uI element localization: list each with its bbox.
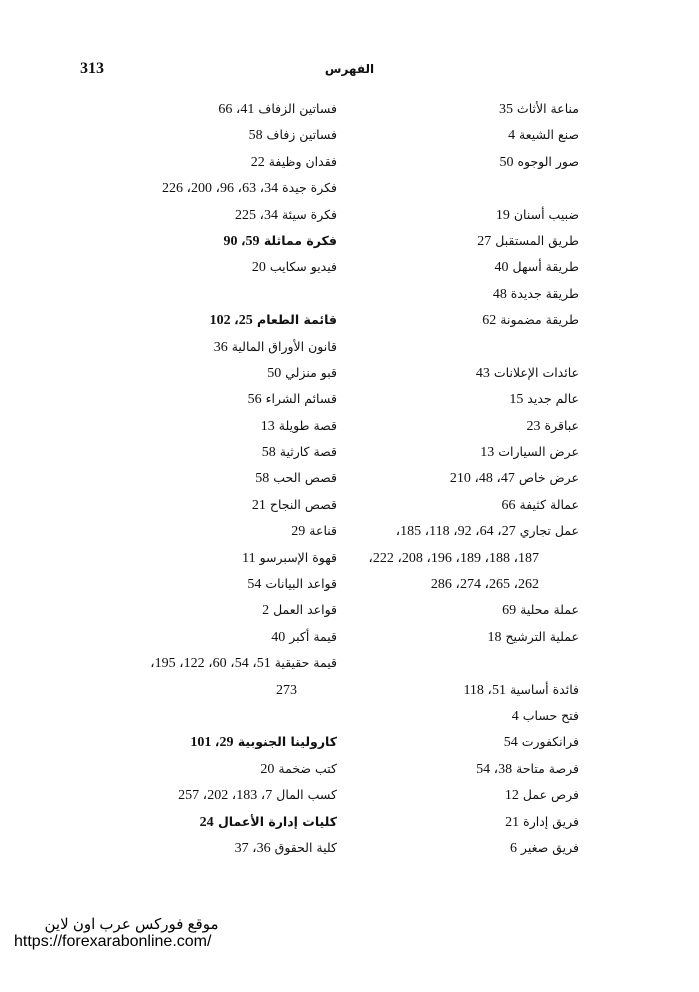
index-term: عمالة كثيفة xyxy=(519,496,579,512)
index-term: عملية الترشيح xyxy=(505,628,579,644)
index-entry xyxy=(319,254,579,280)
index-spacer xyxy=(57,703,337,729)
index-entry xyxy=(319,518,579,544)
index-entry xyxy=(57,202,337,228)
index-entry xyxy=(319,281,579,307)
index-entry xyxy=(57,782,337,808)
index-entry xyxy=(57,149,337,175)
index-term: عرض خاص xyxy=(518,470,579,486)
index-term: فرص عمل xyxy=(522,787,579,803)
index-term: قيمة أكبر xyxy=(289,628,337,644)
index-page-numbers: 51، 54، 60، 122، 195، xyxy=(150,656,271,672)
index-page-numbers: 29 xyxy=(291,524,306,540)
index-page-numbers: 25، 102 xyxy=(209,313,253,329)
index-entry xyxy=(319,96,579,122)
index-term: طريق المستقبل xyxy=(495,232,579,248)
index-term: كليات إدارة الأعمال xyxy=(217,813,337,829)
index-term: قهوة الإسبرسو xyxy=(259,549,337,565)
page-number: 313 xyxy=(80,60,104,77)
index-entry xyxy=(319,809,579,835)
index-page-numbers: 58 xyxy=(248,128,263,144)
index-entry xyxy=(57,254,337,280)
index-term: قواعد العمل xyxy=(273,602,337,618)
index-entry xyxy=(57,809,337,835)
index-page-numbers: 59، 90 xyxy=(223,233,260,249)
index-entry xyxy=(57,122,337,148)
index-spacer xyxy=(319,334,579,360)
index-page-numbers: 187، 188، 189، 196، 208، 222، xyxy=(368,550,539,566)
index-term: فيديو سكايب xyxy=(269,259,337,275)
index-page-numbers: 18 xyxy=(487,629,502,645)
index-page-numbers: 22 xyxy=(250,154,265,170)
index-entry xyxy=(57,96,337,122)
index-term: قائمة الطعام xyxy=(257,312,337,328)
index-entry xyxy=(57,835,337,861)
index-entry-continuation xyxy=(319,571,579,597)
index-page-numbers: 13 xyxy=(480,445,495,461)
watermark-arabic-text: موقع فوركس عرب اون لاين xyxy=(44,916,219,933)
watermark xyxy=(14,915,249,951)
index-page-numbers: 34، 225 xyxy=(234,207,278,223)
index-page-numbers: 262، 265، 274، 286 xyxy=(430,577,539,593)
index-page-numbers: 36 xyxy=(213,339,228,355)
index-page-numbers: 54 xyxy=(503,735,518,751)
index-page-numbers: 273 xyxy=(276,682,297,698)
index-page-numbers: 29، 101 xyxy=(190,735,234,751)
index-entry xyxy=(319,202,579,228)
index-entry xyxy=(57,307,337,333)
index-page-numbers: 4 xyxy=(508,128,516,144)
index-entry xyxy=(57,624,337,650)
index-entry xyxy=(57,360,337,386)
index-term: مناعة الأثاث xyxy=(516,101,579,116)
index-page-numbers: 69 xyxy=(502,603,517,619)
index-entry xyxy=(57,518,337,544)
index-entry xyxy=(319,413,579,439)
index-page-numbers: 48 xyxy=(492,286,507,302)
index-term: كتب ضخمة xyxy=(278,760,337,776)
index-entry xyxy=(57,756,337,782)
index-term: قصة طويلة xyxy=(278,417,337,433)
index-term: عباقرة xyxy=(544,417,579,433)
index-entry xyxy=(319,307,579,333)
index-page-numbers: 13 xyxy=(260,418,275,434)
index-term: طريقة أسهل xyxy=(512,259,579,275)
watermark-url: https://forexarabonline.com/ xyxy=(14,933,212,950)
index-spacer xyxy=(319,650,579,676)
index-term: فكرة جيدة xyxy=(282,180,337,196)
index-entry xyxy=(57,597,337,623)
index-term: طريقة جديدة xyxy=(510,285,579,301)
index-page-numbers: 38، 54 xyxy=(476,761,513,777)
index-entry xyxy=(319,756,579,782)
index-page-numbers: 2 xyxy=(262,603,270,619)
index-term: قسائم الشراء xyxy=(265,391,337,407)
index-term: قناعة xyxy=(309,523,337,539)
index-entry-continuation xyxy=(319,545,579,571)
index-page-numbers: 21 xyxy=(251,497,266,513)
index-entry xyxy=(319,703,579,729)
index-column-right xyxy=(319,96,579,861)
index-page-numbers: 66 xyxy=(501,497,516,513)
index-entry-continuation xyxy=(57,677,337,703)
index-term: فساتين زفاف xyxy=(266,127,337,143)
index-entry xyxy=(57,228,337,254)
index-entry xyxy=(319,492,579,518)
index-page-numbers: 24 xyxy=(199,814,214,830)
index-page-numbers: 21 xyxy=(505,814,520,830)
index-entry xyxy=(57,413,337,439)
index-term: قبو منزلي xyxy=(285,364,337,380)
index-term: صنع الشيعة xyxy=(519,127,579,143)
index-entry xyxy=(319,122,579,148)
index-entry xyxy=(319,597,579,623)
index-entry xyxy=(319,835,579,861)
index-page-numbers: 58 xyxy=(255,471,270,487)
index-page-numbers: 4 xyxy=(511,708,519,724)
index-term: قصة كارثية xyxy=(279,444,337,460)
index-term: ضبيب أسنان xyxy=(513,206,579,222)
index-term: فقدان وظيفة xyxy=(268,153,337,169)
index-term: عائدات الإعلانات xyxy=(493,364,579,380)
index-entry xyxy=(57,571,337,597)
index-page-numbers: 58 xyxy=(261,445,276,461)
index-entry xyxy=(57,175,337,201)
index-entry xyxy=(57,492,337,518)
index-entry xyxy=(319,149,579,175)
index-entry xyxy=(319,782,579,808)
index-page-numbers: 7، 183، 202، 257 xyxy=(178,788,273,804)
index-page-numbers: 23 xyxy=(526,418,541,434)
index-entry xyxy=(57,386,337,412)
index-page-numbers: 35 xyxy=(498,102,513,117)
index-page-numbers: 36، 37 xyxy=(234,840,271,856)
index-entry xyxy=(57,729,337,755)
index-term: كارولينا الجنوبية xyxy=(237,734,337,750)
index-term: عملة محلية xyxy=(520,602,579,618)
index-term: فرصة متاحة xyxy=(516,760,579,776)
index-term: فريق إدارة xyxy=(523,813,579,829)
index-entry xyxy=(57,334,337,360)
index-page-numbers: 27 xyxy=(477,233,492,249)
index-spacer xyxy=(57,281,337,307)
index-entry xyxy=(57,465,337,491)
index-entry xyxy=(319,386,579,412)
index-page-numbers: 50 xyxy=(267,365,282,381)
index-page-numbers: 54 xyxy=(247,577,262,593)
index-term: قصص النجاح xyxy=(269,496,337,512)
index-entry xyxy=(319,465,579,491)
index-page-numbers: 40 xyxy=(494,260,509,276)
index-term: صور الوجوه xyxy=(517,153,579,169)
index-page-numbers: 40 xyxy=(271,629,286,645)
index-term: فكرة مماثلة xyxy=(263,232,337,248)
index-page-numbers: 43 xyxy=(475,365,490,381)
index-page-numbers: 56 xyxy=(247,392,262,408)
index-page-numbers: 62 xyxy=(482,313,497,329)
index-term: عالم جديد xyxy=(527,391,579,407)
index-entry xyxy=(319,228,579,254)
index-page-numbers: 19 xyxy=(495,207,510,223)
index-page-numbers: 11 xyxy=(242,550,256,566)
index-column-left xyxy=(57,96,337,861)
index-entry xyxy=(319,439,579,465)
index-entry xyxy=(57,650,337,676)
index-page-numbers: 51، 118 xyxy=(463,682,506,698)
index-term: عمل تجاري xyxy=(519,523,579,539)
index-term: طريقة مضمونة xyxy=(500,312,579,328)
index-term: فائدة أساسية xyxy=(509,681,579,697)
index-entry xyxy=(57,545,337,571)
index-page-numbers: 50 xyxy=(499,154,514,170)
index-page-numbers: 6 xyxy=(509,840,517,856)
index-entry xyxy=(319,360,579,386)
index-page-numbers: 27، 64، 92، 118، 185، xyxy=(395,524,516,540)
index-term: فتح حساب xyxy=(522,707,579,723)
index-term: عرض السيارات xyxy=(498,444,579,460)
index-term: قيمة حقيقية xyxy=(274,655,337,671)
index-term: فساتين الزفاف xyxy=(258,101,337,116)
index-spacer xyxy=(319,175,579,201)
index-entry xyxy=(319,677,579,703)
index-page-numbers: 34، 63، 96، 200، 226 xyxy=(161,181,279,197)
index-term: قانون الأوراق المالية xyxy=(231,338,337,354)
index-term: فرانكفورت xyxy=(521,734,579,750)
index-term: كسب المال xyxy=(276,787,337,803)
index-term: فريق صغير xyxy=(520,839,579,855)
index-term: كلية الحقوق xyxy=(274,839,337,855)
index-entry xyxy=(319,729,579,755)
index-page-numbers: 20 xyxy=(251,260,266,276)
index-page-numbers: 20 xyxy=(260,761,275,777)
index-entry xyxy=(319,624,579,650)
page-title: الفهرس xyxy=(324,62,375,76)
index-page-numbers: 47، 48، 210 xyxy=(449,471,515,487)
index-entry xyxy=(57,439,337,465)
index-term: قصص الحب xyxy=(273,470,337,486)
index-page-numbers: 12 xyxy=(504,788,519,804)
index-term: فكرة سيئة xyxy=(281,206,337,222)
index-page-numbers: 15 xyxy=(509,392,524,408)
index-page-numbers: 41، 66 xyxy=(218,102,255,117)
index-term: قواعد البيانات xyxy=(265,576,337,592)
